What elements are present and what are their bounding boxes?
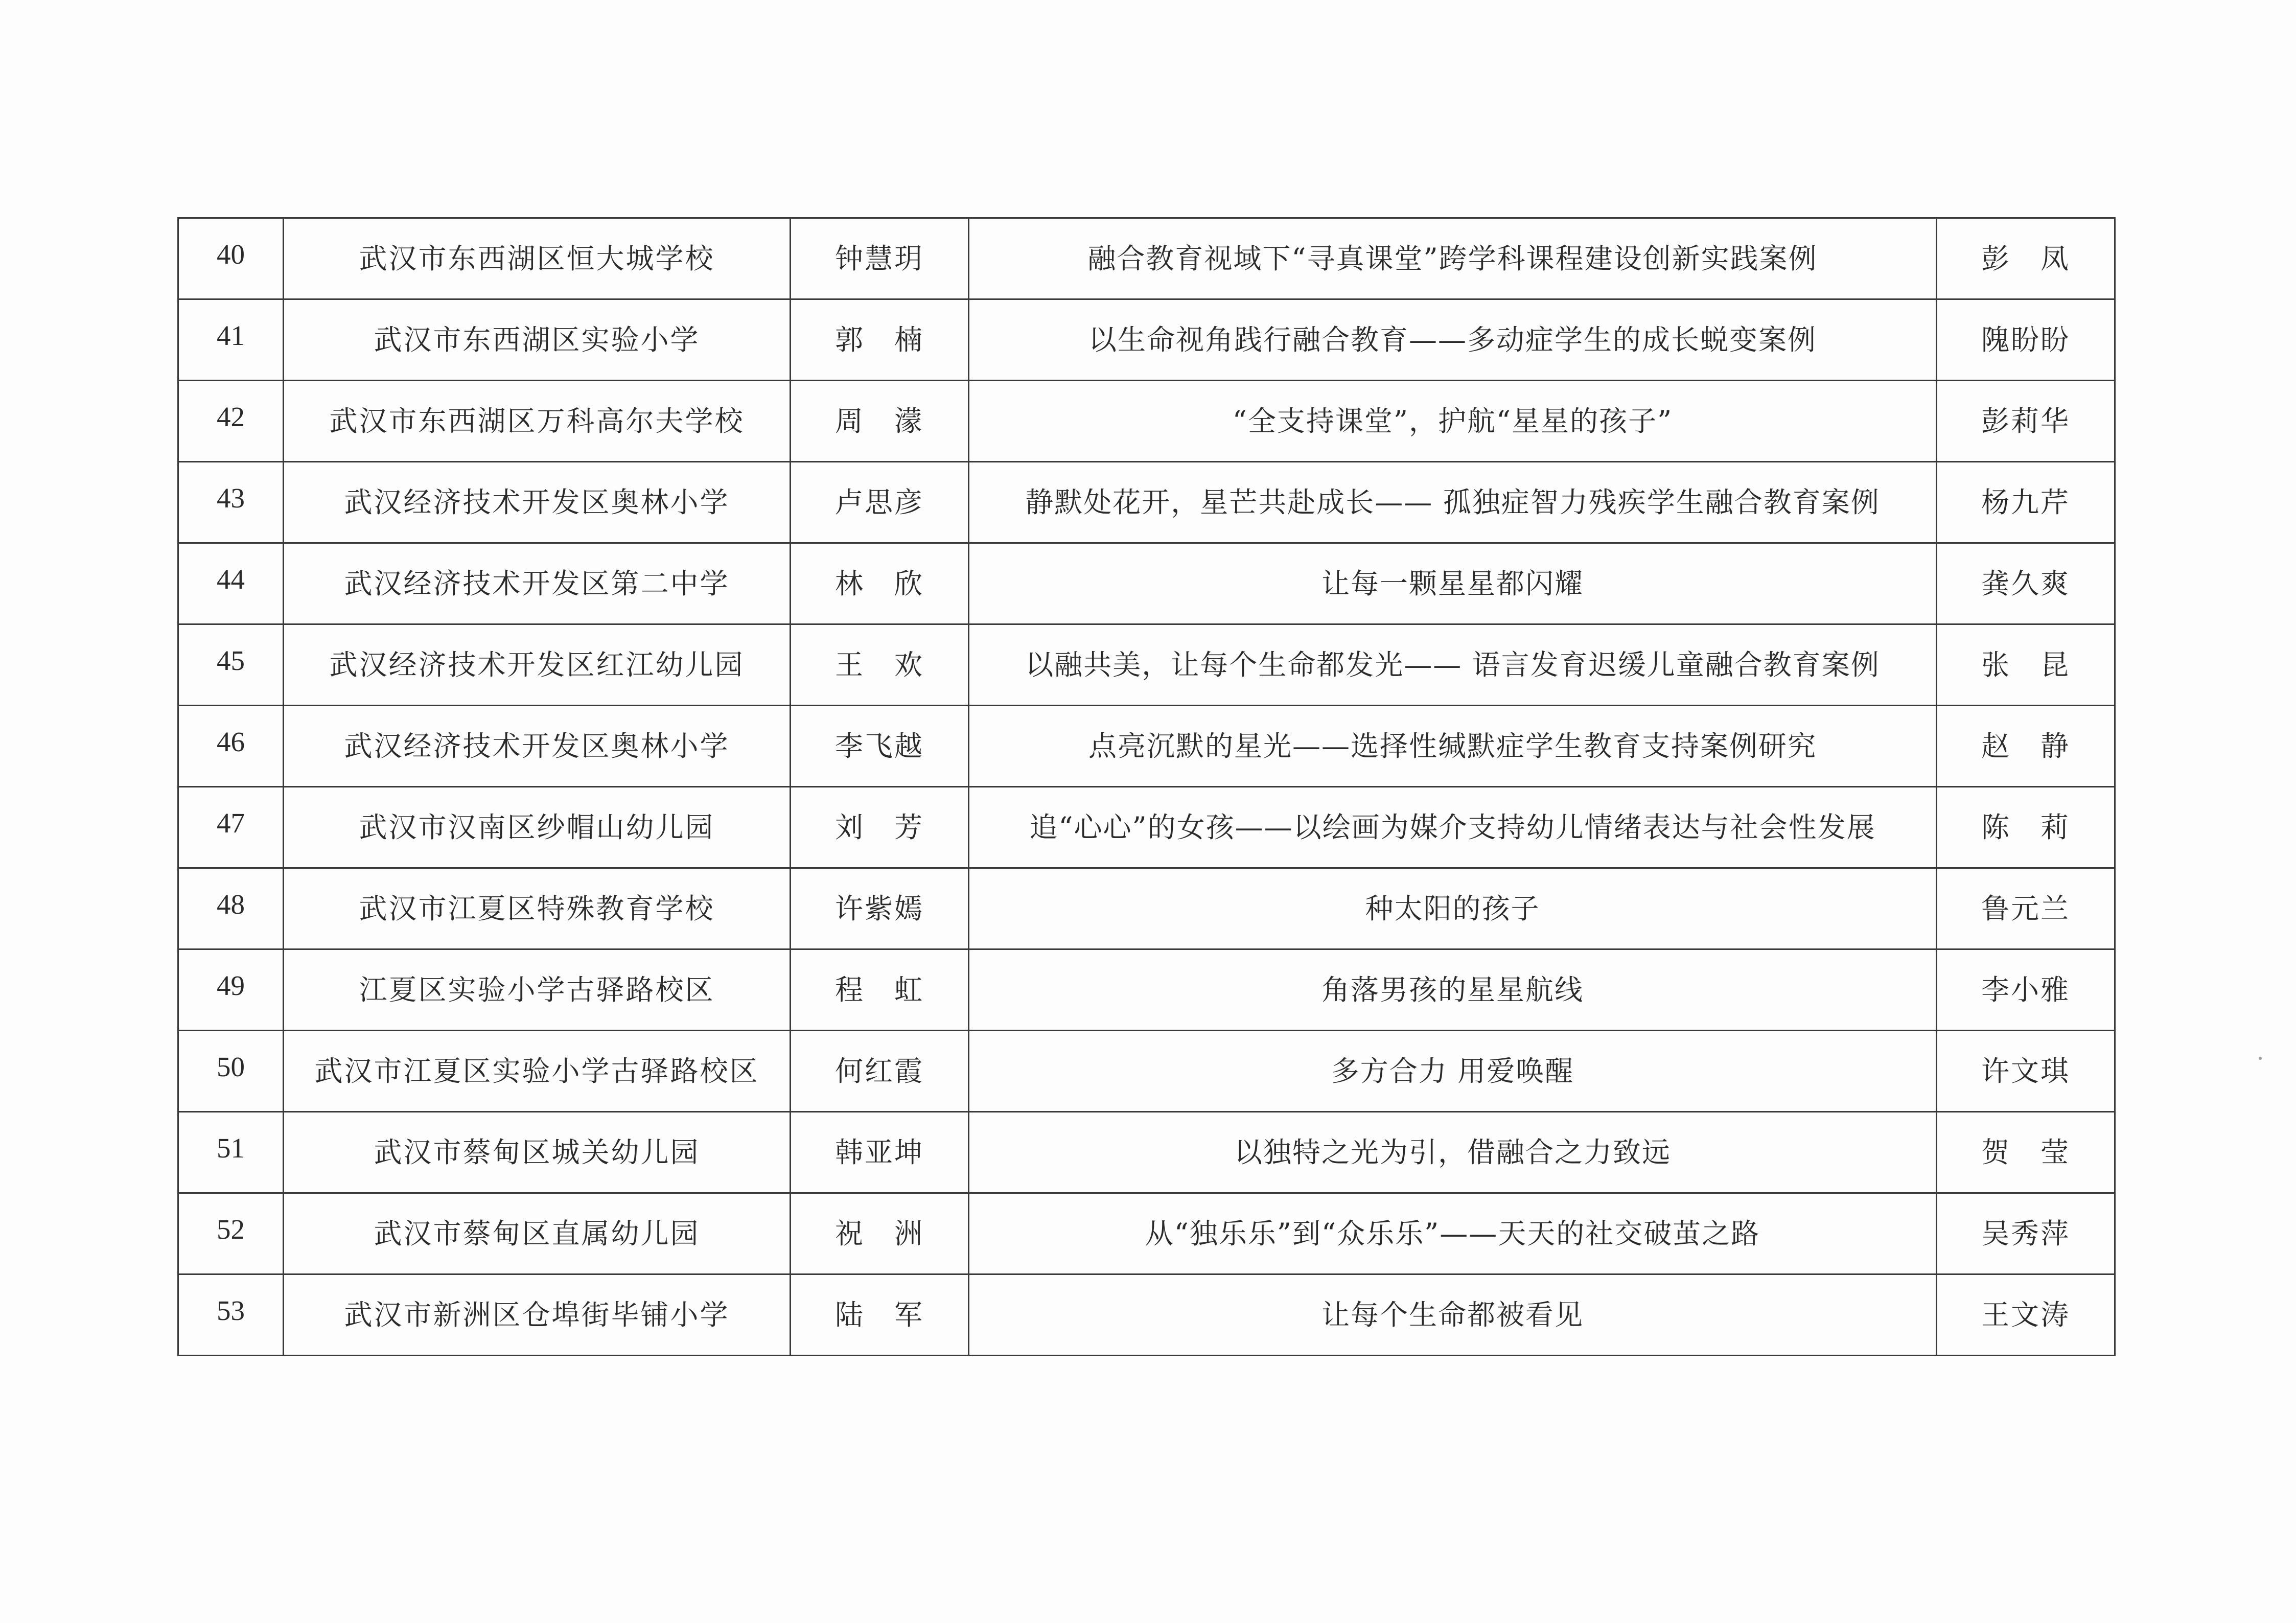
school-cell: 武汉经济技术开发区奥林小学 [284, 706, 791, 787]
author-cell: 郭 楠 [791, 299, 969, 381]
school-cell: 武汉市蔡甸区直属幼儿园 [284, 1193, 791, 1274]
tutor-cell: 龚久爽 [1937, 543, 2115, 624]
row-number: 46 [217, 726, 245, 757]
case-title-cell: “全支持课堂”，护航“星星的孩子” [969, 381, 1937, 462]
tutor-cell: 陈 莉 [1937, 787, 2115, 868]
author-cell: 周 濛 [791, 381, 969, 462]
case-title-cell: 点亮沉默的星光——选择性缄默症学生教育支持案例研究 [969, 706, 1937, 787]
row-number-cell [178, 868, 284, 949]
table-row [178, 787, 2115, 868]
case-title-cell: 静默处花开，星芒共赴成长—— 孤独症智力残疾学生融合教育案例 [969, 462, 1937, 543]
table-row [178, 949, 2115, 1031]
row-number: 42 [217, 401, 245, 432]
author-cell: 韩亚坤 [791, 1112, 969, 1193]
row-number-cell [178, 381, 284, 462]
case-title-cell: 种太阳的孩子 [969, 868, 1937, 949]
table-body [178, 218, 2115, 1356]
school-cell: 武汉市东西湖区实验小学 [284, 299, 791, 381]
row-number: 51 [217, 1132, 245, 1164]
author-cell: 程 虹 [791, 949, 969, 1031]
school-cell: 武汉市东西湖区恒大城学校 [284, 218, 791, 299]
school-cell: 武汉市新洲区仓埠街毕铺小学 [284, 1274, 791, 1356]
row-number: 47 [217, 807, 245, 839]
row-number: 52 [217, 1214, 245, 1245]
table-row [178, 299, 2115, 381]
tutor-cell: 鲁元兰 [1937, 868, 2115, 949]
table-row [178, 462, 2115, 543]
row-number-cell [178, 299, 284, 381]
row-number: 41 [217, 320, 245, 351]
tutor-cell: 彭莉华 [1937, 381, 2115, 462]
tutor-cell: 贺 莹 [1937, 1112, 2115, 1193]
table-row [178, 706, 2115, 787]
row-number-cell [178, 1274, 284, 1356]
row-number: 43 [217, 482, 245, 514]
school-cell: 武汉经济技术开发区第二中学 [284, 543, 791, 624]
tutor-cell: 吴秀萍 [1937, 1193, 2115, 1274]
case-title-cell: 以独特之光为引，借融合之力致远 [969, 1112, 1937, 1193]
table-row [178, 1031, 2115, 1112]
author-cell: 刘 芳 [791, 787, 969, 868]
tutor-cell: 隗盼盼 [1937, 299, 2115, 381]
row-number: 53 [217, 1295, 245, 1326]
row-number-cell [178, 218, 284, 299]
tutor-cell: 彭 凤 [1937, 218, 2115, 299]
case-title-cell: 从“独乐乐”到“众乐乐”——天天的社交破茧之路 [969, 1193, 1937, 1274]
case-title-cell: 多方合力 用爱唤醒 [969, 1031, 1937, 1112]
row-number: 40 [217, 239, 245, 270]
author-cell: 李飞越 [791, 706, 969, 787]
row-number: 48 [217, 889, 245, 920]
case-title-cell: 让每一颗星星都闪耀 [969, 543, 1937, 624]
table-row [178, 868, 2115, 949]
row-number-cell [178, 1031, 284, 1112]
table-row [178, 624, 2115, 706]
author-cell: 何红霞 [791, 1031, 969, 1112]
case-title-cell: 角落男孩的星星航线 [969, 949, 1937, 1031]
row-number: 50 [217, 1051, 245, 1082]
row-number-cell [178, 543, 284, 624]
author-cell: 陆 军 [791, 1274, 969, 1356]
row-number: 45 [217, 645, 245, 676]
author-cell: 钟慧玥 [791, 218, 969, 299]
school-cell: 江夏区实验小学古驿路校区 [284, 949, 791, 1031]
row-number-cell [178, 949, 284, 1031]
author-cell: 许紫嫣 [791, 868, 969, 949]
school-cell: 武汉市东西湖区万科高尔夫学校 [284, 381, 791, 462]
school-cell: 武汉市蔡甸区城关幼儿园 [284, 1112, 791, 1193]
case-title-cell: 追“心心”的女孩——以绘画为媒介支持幼儿情绪表达与社会性发展 [969, 787, 1937, 868]
case-title-cell: 让每个生命都被看见 [969, 1274, 1937, 1356]
table-row [178, 1274, 2115, 1356]
school-cell: 武汉经济技术开发区红江幼儿园 [284, 624, 791, 706]
row-number-cell [178, 462, 284, 543]
tutor-cell: 张 昆 [1937, 624, 2115, 706]
tutor-cell: 李小雅 [1937, 949, 2115, 1031]
scan-speck [2259, 1057, 2262, 1060]
author-cell: 林 欣 [791, 543, 969, 624]
row-number-cell [178, 1193, 284, 1274]
tutor-cell: 王文涛 [1937, 1274, 2115, 1356]
award-list-table [177, 217, 2116, 1356]
school-cell: 武汉经济技术开发区奥林小学 [284, 462, 791, 543]
table-row [178, 218, 2115, 299]
row-number-cell [178, 1112, 284, 1193]
tutor-cell: 杨九芹 [1937, 462, 2115, 543]
author-cell: 祝 洲 [791, 1193, 969, 1274]
tutor-cell: 许文琪 [1937, 1031, 2115, 1112]
row-number: 44 [217, 564, 245, 595]
case-title-cell: 融合教育视域下“寻真课堂”跨学科课程建设创新实践案例 [969, 218, 1937, 299]
table-row [178, 543, 2115, 624]
row-number-cell [178, 624, 284, 706]
row-number: 49 [217, 970, 245, 1001]
case-title-cell: 以生命视角践行融合教育——多动症学生的成长蜕变案例 [969, 299, 1937, 381]
tutor-cell: 赵 静 [1937, 706, 2115, 787]
school-cell: 武汉市江夏区实验小学古驿路校区 [284, 1031, 791, 1112]
author-cell: 卢思彦 [791, 462, 969, 543]
case-title-cell: 以融共美，让每个生命都发光—— 语言发育迟缓儿童融合教育案例 [969, 624, 1937, 706]
author-cell: 王 欢 [791, 624, 969, 706]
row-number-cell [178, 787, 284, 868]
school-cell: 武汉市江夏区特殊教育学校 [284, 868, 791, 949]
table-row [178, 381, 2115, 462]
table-row [178, 1193, 2115, 1274]
row-number-cell [178, 706, 284, 787]
table-row [178, 1112, 2115, 1193]
school-cell: 武汉市汉南区纱帽山幼儿园 [284, 787, 791, 868]
